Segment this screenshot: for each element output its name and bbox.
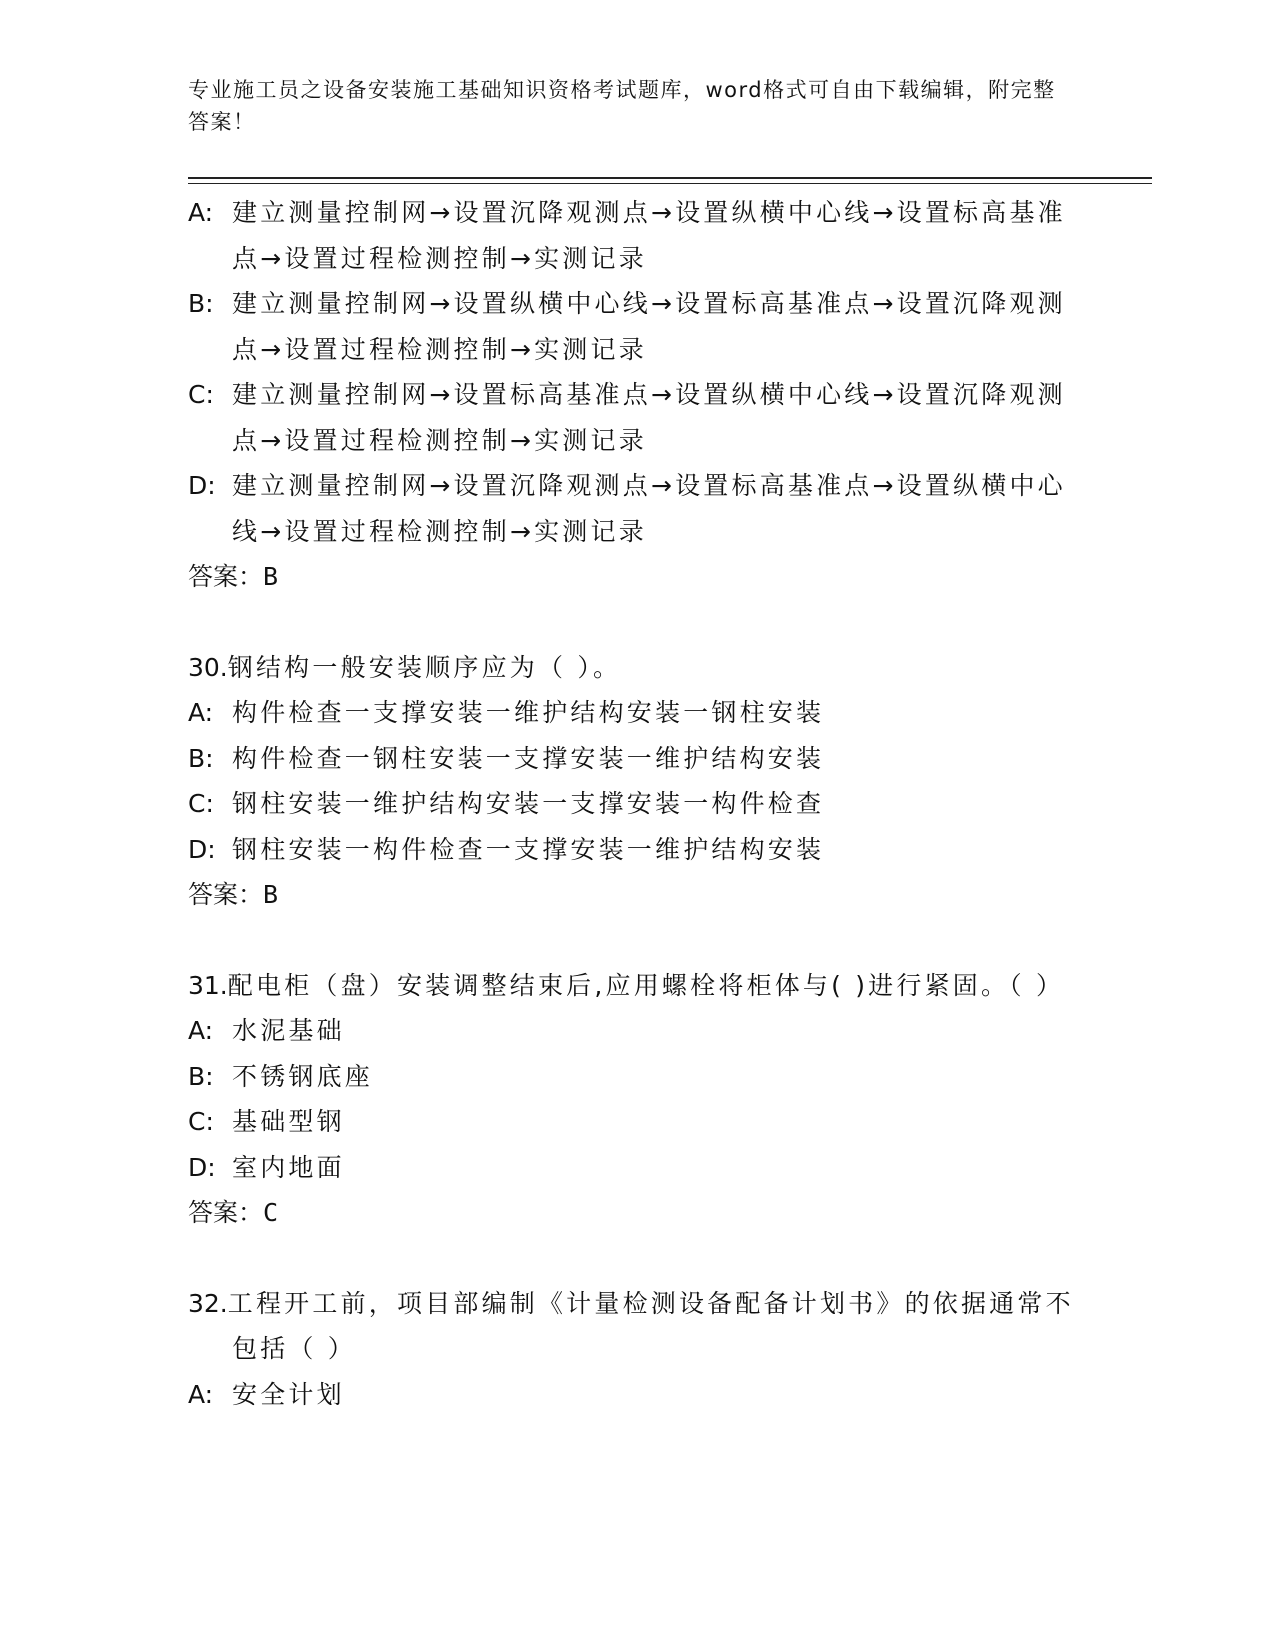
option-a xyxy=(188,690,1078,736)
option-text: 构件检查一支撑安装一维护结构安装一钢柱安装 xyxy=(232,698,825,727)
question-number: 32. xyxy=(188,1288,228,1318)
option-key: C: xyxy=(188,380,214,409)
question-31 xyxy=(188,963,1078,1236)
option-text: 钢柱安装一构件检查一支撑安装一维护结构安装 xyxy=(232,834,825,864)
option-b xyxy=(188,1054,1078,1100)
option-text: 室内地面 xyxy=(232,1152,345,1182)
option-key: D: xyxy=(188,1152,216,1182)
question-list xyxy=(188,190,1078,1417)
header-divider-thin xyxy=(188,183,1152,184)
option-key: B: xyxy=(188,1061,214,1091)
option-b xyxy=(188,736,1078,782)
option-key: C: xyxy=(188,789,214,818)
option-key: D: xyxy=(188,834,216,864)
option-text: 建立测量控制网→设置标高基准点→设置纵横中心线→设置沉降观测点→设置过程检测控制→实测记录 xyxy=(232,380,1066,455)
option-d xyxy=(188,463,1078,554)
question-stem xyxy=(188,963,1078,1009)
question-30 xyxy=(188,645,1078,918)
option-c xyxy=(188,1099,1078,1145)
option-d xyxy=(188,827,1078,873)
option-text: 水泥基础 xyxy=(232,1016,345,1045)
option-d xyxy=(188,1145,1078,1191)
answer: 答案：C xyxy=(188,1198,279,1227)
option-a xyxy=(188,190,1078,281)
option-text: 基础型钢 xyxy=(232,1107,345,1136)
option-text: 安全计划 xyxy=(232,1379,345,1409)
option-key: A: xyxy=(188,1016,214,1045)
header-divider-thick xyxy=(188,177,1152,179)
option-text: 建立测量控制网→设置沉降观测点→设置标高基准点→设置纵横中心线→设置过程检测控制→实测记录 xyxy=(232,471,1066,546)
question-text: 工程开工前，项目部编制《计量检测设备配备计划书》的依据通常不包括（ ） xyxy=(227,1288,1074,1363)
header-title: 专业施工员之设备安装施工基础知识资格考试题库，word格式可自由下载编辑，附完整答案！ xyxy=(188,78,1056,134)
question-text: 钢结构一般安装顺序应为（ ）。 xyxy=(227,652,622,682)
option-c xyxy=(188,372,1078,463)
answer: 答案：B xyxy=(188,562,279,591)
question-32 xyxy=(188,1281,1078,1418)
question-stem xyxy=(188,645,1078,691)
answer: 答案：B xyxy=(188,880,279,909)
question-text: 配电柜（盘）安装调整结束后,应用螺栓将柜体与( )进行紧固。（ ） xyxy=(227,970,1065,1000)
option-b xyxy=(188,281,1078,372)
option-key: B: xyxy=(188,289,214,318)
option-a xyxy=(188,1372,1078,1418)
option-key: A: xyxy=(188,198,214,227)
option-key: A: xyxy=(188,1379,214,1409)
spacer xyxy=(188,1236,1078,1281)
document-header xyxy=(188,74,1068,138)
option-text: 建立测量控制网→设置纵横中心线→设置标高基准点→设置沉降观测点→设置过程检测控制→实测记录 xyxy=(232,289,1066,364)
option-key: C: xyxy=(188,1107,214,1136)
option-c xyxy=(188,781,1078,827)
spacer xyxy=(188,600,1078,645)
option-text: 建立测量控制网→设置沉降观测点→设置纵横中心线→设置标高基准点→设置过程检测控制→实测记录 xyxy=(232,198,1066,273)
option-key: B: xyxy=(188,743,214,773)
question-number: 31. xyxy=(188,970,228,1000)
option-text: 构件检查一钢柱安装一支撑安装一维护结构安装 xyxy=(232,743,825,773)
spacer xyxy=(188,918,1078,963)
question-number: 30. xyxy=(188,652,228,682)
question-stem xyxy=(188,1281,1078,1372)
option-key: D: xyxy=(188,471,216,500)
option-a xyxy=(188,1008,1078,1054)
option-key: A: xyxy=(188,698,214,727)
question-29 xyxy=(188,190,1078,600)
option-text: 不锈钢底座 xyxy=(232,1061,374,1091)
option-text: 钢柱安装一维护结构安装一支撑安装一构件检查 xyxy=(232,789,825,818)
